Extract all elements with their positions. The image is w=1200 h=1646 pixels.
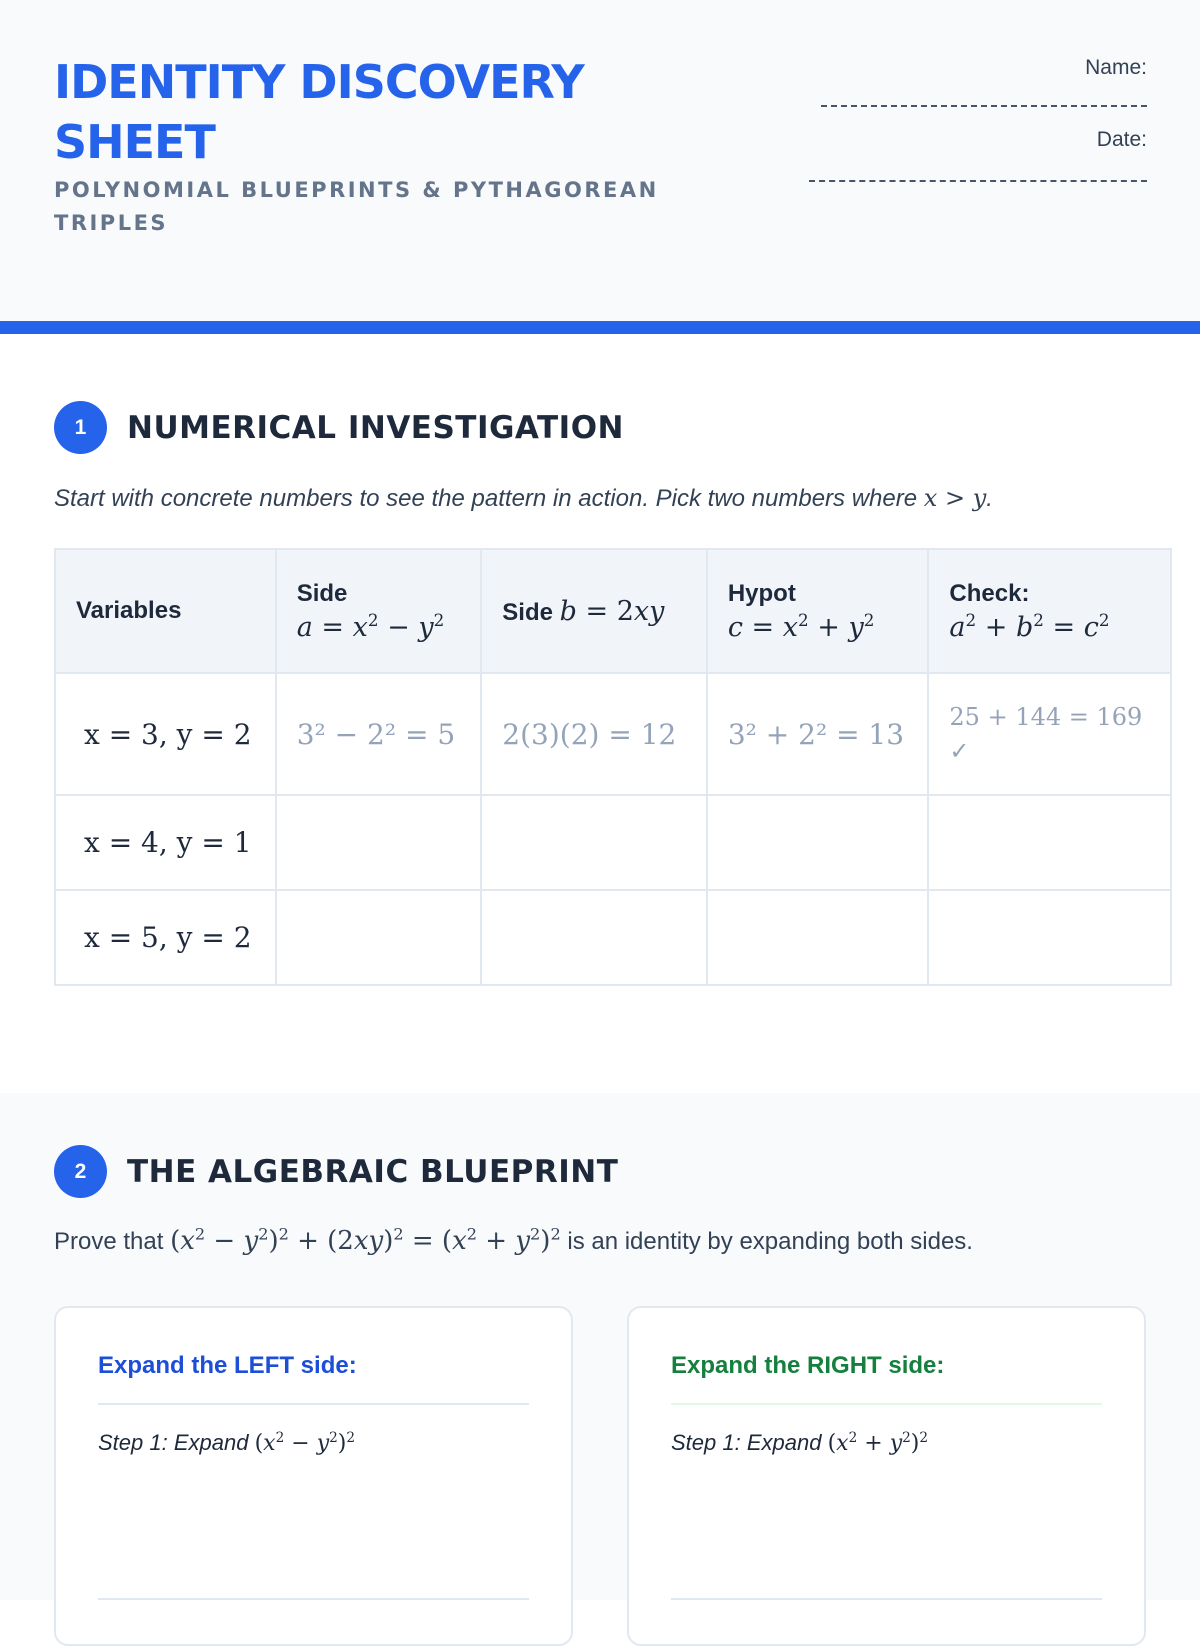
hypot-cell[interactable]: 3² + 2² = 13	[707, 673, 929, 795]
side-b-cell[interactable]	[481, 795, 707, 890]
side-b-cell[interactable]	[481, 890, 707, 985]
card-divider	[98, 1403, 529, 1405]
row-variables: x = 4, y = 1	[55, 795, 276, 890]
section-1-title: NUMERICAL INVESTIGATION	[127, 409, 624, 446]
check-equation: 25 + 144 = 169	[949, 703, 1143, 731]
table-row	[55, 890, 1171, 985]
right-card-title: Expand the RIGHT side:	[671, 1352, 945, 1379]
check-cell[interactable]	[928, 673, 1171, 795]
header-hypotenuse: Hypot $c = x^2 + y^2$	[707, 549, 929, 673]
worksheet-header	[0, 0, 1200, 334]
instruction-suffix: is an identity by expanding both sides.	[567, 1228, 973, 1255]
table-row	[55, 795, 1171, 890]
right-step-1: Step 1: Expand $(x^2 + y^2)^2$	[671, 1429, 929, 1456]
check-cell[interactable]	[928, 795, 1171, 890]
checkmark-icon: ✓	[949, 737, 970, 765]
side-a-cell[interactable]	[276, 890, 482, 985]
instruction-prefix: Prove that	[54, 1228, 164, 1255]
date-label: Date:	[1096, 128, 1147, 151]
side-b-cell[interactable]: 2(3)(2) = 12	[481, 673, 707, 795]
section-2-number-badge: 2	[54, 1145, 107, 1198]
row-variables: x = 5, y = 2	[55, 890, 276, 985]
header-side-a: Side $a = x^2 - y^2$	[276, 549, 482, 673]
date-field-line[interactable]	[809, 180, 1147, 182]
instruction-condition: x > y	[923, 484, 987, 512]
identity-equation: $(x^2 - y^2)^2 + (2xy)^2 = (x^2 + y^2)^2$	[170, 1224, 561, 1256]
right-side-card	[627, 1306, 1146, 1646]
investigation-table	[54, 548, 1172, 986]
table-header-row	[55, 549, 1171, 673]
page-title: IDENTITY DISCOVERY SHEET	[54, 55, 584, 169]
hypot-cell[interactable]	[707, 890, 929, 985]
section-1-heading	[54, 401, 624, 454]
left-card-title: Expand the LEFT side:	[98, 1352, 357, 1379]
row-variables: x = 3, y = 2	[55, 673, 276, 795]
name-field-line[interactable]	[821, 105, 1147, 107]
section-1-instruction: Start with concrete numbers to see the pattern in action. Pick two numbers where x > y.	[54, 484, 993, 512]
hypot-cell[interactable]	[707, 795, 929, 890]
section-2-heading	[54, 1145, 618, 1198]
table-row	[55, 673, 1171, 795]
section-2-title: THE ALGEBRAIC BLUEPRINT	[127, 1153, 619, 1190]
header-check: Check: $a^2 + b^2 = c^2$	[928, 549, 1171, 673]
header-variables: Variables	[55, 549, 276, 673]
side-a-cell[interactable]: 3² − 2² = 5	[276, 673, 482, 795]
instruction-text: Start with concrete numbers to see the pattern in action. Pick two numbers where	[54, 485, 918, 512]
left-side-card	[54, 1306, 573, 1646]
side-a-cell[interactable]	[276, 795, 482, 890]
section-1-number-badge: 1	[54, 401, 107, 454]
section-2-instruction	[54, 1226, 973, 1256]
card-divider	[671, 1403, 1102, 1405]
header-side-b: Side b = 2xy	[481, 549, 707, 673]
check-cell[interactable]	[928, 890, 1171, 985]
left-step-1: Step 1: Expand $(x^2 - y^2)^2$	[98, 1429, 356, 1456]
page-subtitle: POLYNOMIAL BLUEPRINTS & PYTHAGOREAN TRIPLES	[54, 178, 659, 235]
name-label: Name:	[1085, 56, 1147, 79]
